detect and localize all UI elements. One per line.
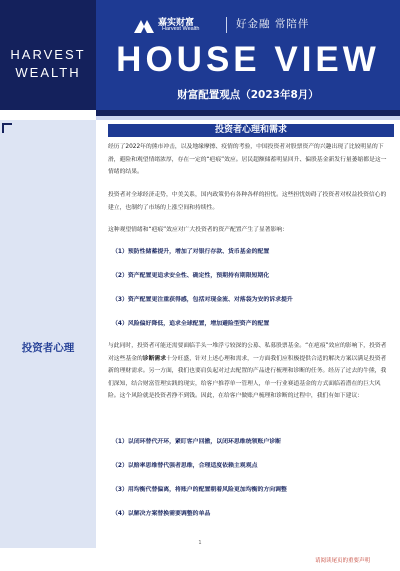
page-number: 1 — [198, 540, 202, 546]
paragraph-3: 这种观望情绪和“疤痕”效应对广大投资者的资产配置产生了显著影响： — [108, 227, 288, 233]
corner-mark — [2, 123, 12, 133]
harvest-logo-icon — [132, 17, 156, 35]
brand-panel — [0, 0, 96, 110]
logo-text-en: Harvest Wealth — [162, 26, 200, 32]
logo-divider — [226, 17, 227, 33]
impact-item-3: （3）资产配置更注重获得感，包括对现金流、对落袋为安的诉求提升 — [112, 297, 293, 303]
paragraph-1: 经历了2022年的熊市冲击，以及地缘摩擦、疫情的考验，中国投资者对股票资产的兴趣出现了比较明显的下滑，避险和观望情绪浓厚，存在一定的“疤痕”效应。居民超额储蓄明显回升、偏股基金新发行量萎缩都是这一情绪的结果。 — [108, 144, 387, 176]
paragraph-4-part-c: 十分旺盛，针对上述心理和需求，一方面我们应积极提供合适的解决方案以满足投资者新的理财需求。另一方面，我们也要肩负起对过去配置的产品进行梳理和诊断的任务。经历了过去的牛熊，我们深知，结合财富管理实践的现实，给客户推荐单一管理人，单一行业赛道基金的方式面临着潜在的巨大风险。这个风险就是投资者挣不到钱。因此，在给客户做账户梳理和诊断的过程中，我们有如下建议： — [108, 355, 387, 400]
section-title: 投资者心理和需求 — [214, 125, 287, 135]
impact-item-2: （2）资产配置更追求安全性、确定性，预期持有期限短期化 — [112, 273, 270, 279]
impact-item-4: （4）风险偏好降低，追求全球配置，增加避险型资产的配置 — [112, 321, 270, 327]
report-headline: HOUSE VIEW — [116, 40, 380, 79]
left-column — [0, 120, 96, 548]
suggestion-item-2: （2）以赔率思维替代强者思维，合理适度依赖主观观点 — [112, 463, 258, 469]
suggestion-item-4: （4）以解决方案替换需要调整的单品 — [112, 511, 211, 517]
logo-text-cn: 嘉实财富 — [158, 18, 195, 28]
light-strip — [96, 116, 400, 120]
impact-item-1: （1）预防性储蓄提升，增加了对银行存款、货币基金的配置 — [112, 249, 270, 255]
left-section-label: 投资者心理 — [21, 342, 75, 354]
disclaimer-link[interactable]: 请阅读尾页的重要声明 — [314, 558, 370, 564]
paragraph-4 — [108, 340, 392, 403]
suggestion-item-3: （3）用均衡代替偏离，将账户的配置朝着风险更加均衡的方向调整 — [112, 487, 287, 493]
slogan: 好金融 常陪伴 — [236, 18, 310, 30]
brand-line-1: HARVEST — [10, 47, 86, 62]
suggestion-item-1: （1）以闭环替代开环，紧盯客户回撤，以闭环思维统领账户诊断 — [112, 439, 282, 445]
paragraph-4-emphasis: 诊断需求 — [142, 355, 166, 362]
brand-line-2: WEALTH — [15, 65, 81, 80]
paragraph-2: 投资者对全球经济走势，中美关系，国内政策仍有各种各样的担忧。这些担忧妨碍了投资者对权益投资信心的建立，也制约了市场的上涨空间和持续性。 — [108, 192, 387, 211]
paragraph-4-part-a: 与此同时，投资者可能还需要面临手头一堆浮亏较深的公募、私募股票基金。“在疤痕”效应的影响下，投资者对这些基金的 — [108, 343, 387, 362]
report-subtitle: 财富配置观点（2023年8月） — [177, 89, 319, 101]
